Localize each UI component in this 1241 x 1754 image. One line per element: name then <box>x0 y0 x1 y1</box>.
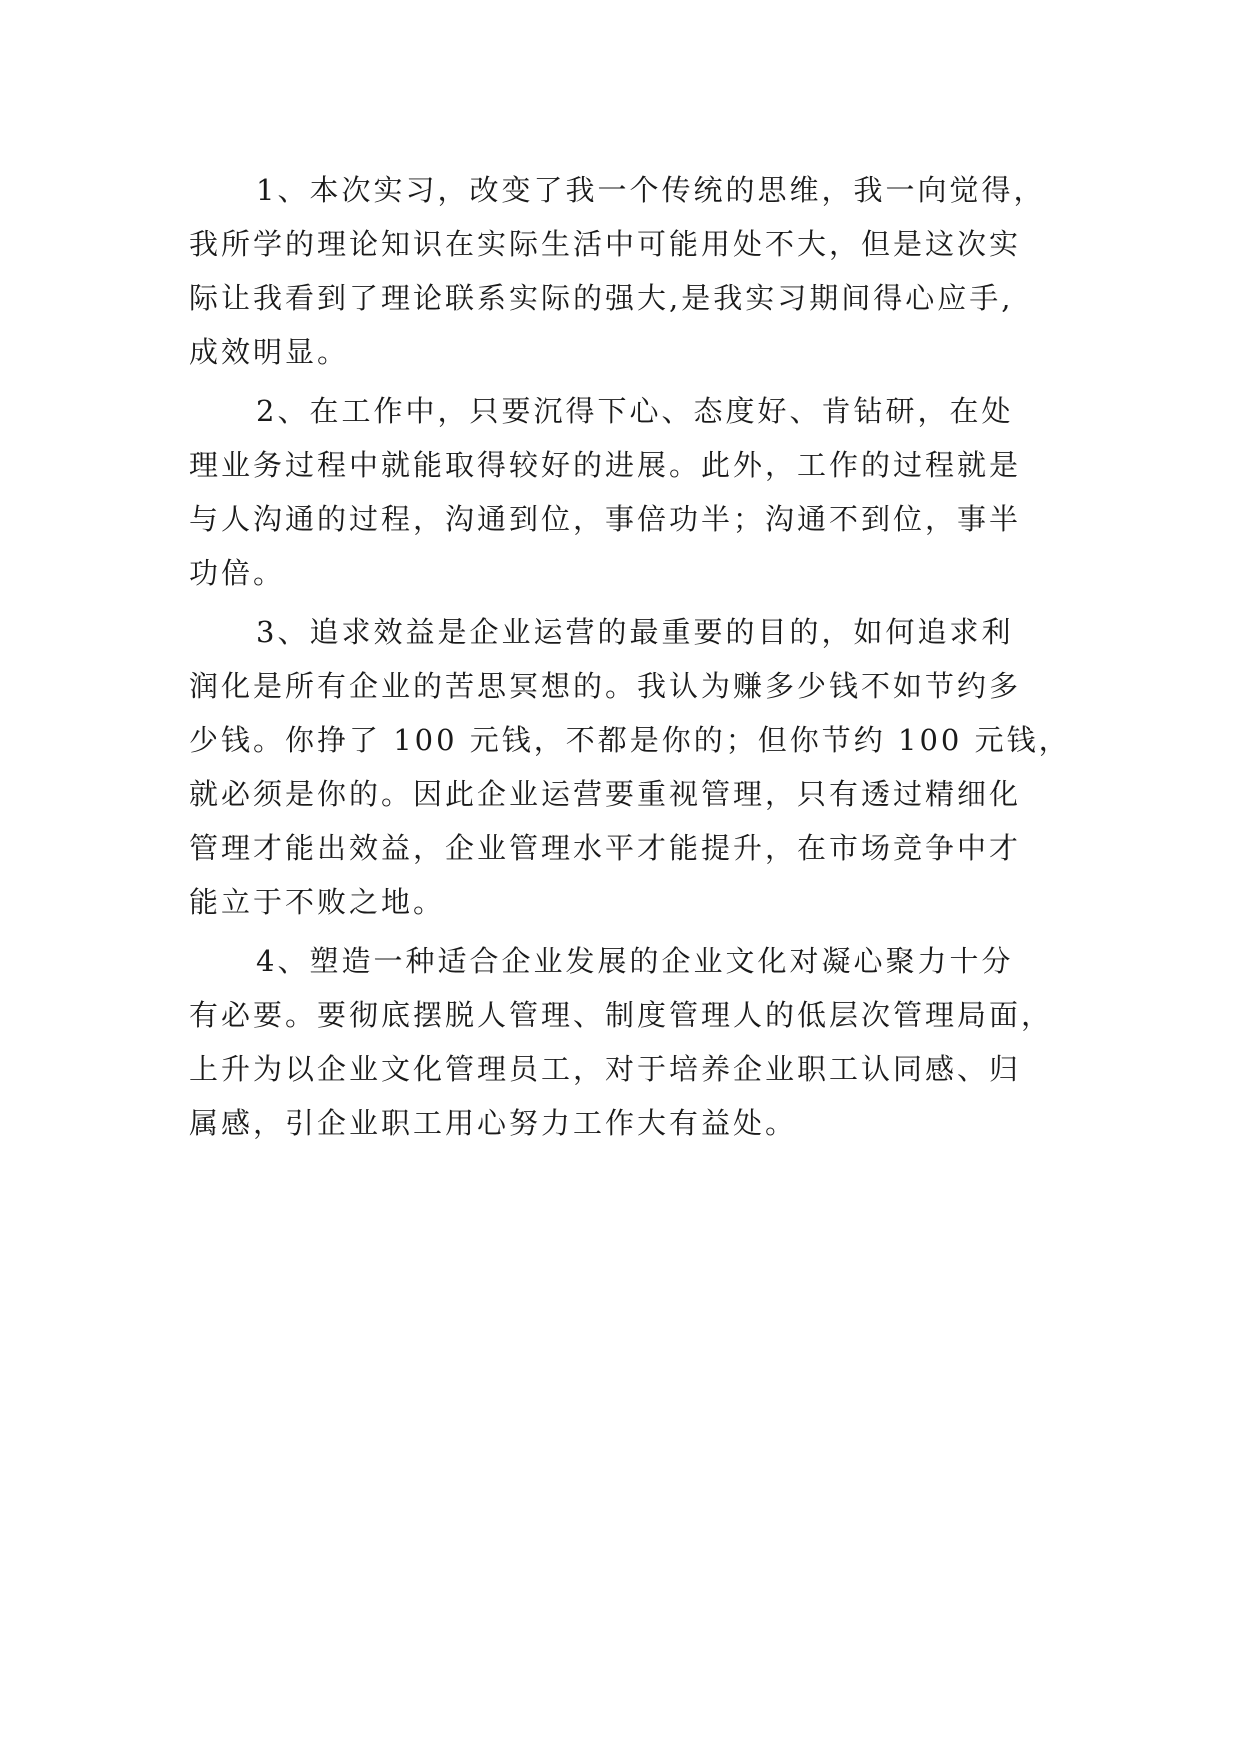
text-line: 成效明显。 <box>189 335 350 369</box>
text-line: 2、在工作中，只要沉得下心、态度好、肯钻研，在处 <box>256 394 1014 428</box>
text-line: 际让我看到了理论联系实际的强大,是我实习期间得心应手, <box>189 281 1014 315</box>
text-line: 能立于不败之地。 <box>189 885 446 919</box>
text-line: 1、本次实习，改变了我一个传统的思维，我一向觉得， <box>256 173 1046 207</box>
text-line: 3、追求效益是企业运营的最重要的目的，如何追求利 <box>256 615 1014 649</box>
text-line: 就必须是你的。因此企业运营要重视管理，只有透过精细化 <box>189 777 1022 811</box>
text-line: 理业务过程中就能取得较好的进展。此外，工作的过程就是 <box>189 448 1022 482</box>
paragraph-4 <box>189 934 1079 1150</box>
text-line: 功倍。 <box>189 556 286 590</box>
text-line: 4、塑造一种适合企业发展的企业文化对凝心聚力十分 <box>256 944 1014 978</box>
text-line: 与人沟通的过程，沟通到位，事倍功半；沟通不到位，事半 <box>189 502 1022 536</box>
text-line: 我所学的理论知识在实际生活中可能用处不大，但是这次实 <box>189 227 1022 261</box>
paragraph-1 <box>189 163 1079 379</box>
text-line: 有必要。要彻底摆脱人管理、制度管理人的低层次管理局面， <box>189 998 1054 1032</box>
paragraph-3 <box>189 605 1079 929</box>
text-line: 管理才能出效益，企业管理水平才能提升，在市场竞争中才 <box>189 831 1022 865</box>
text-line: 属感，引企业职工用心努力工作大有益处。 <box>189 1106 798 1140</box>
paragraph-2 <box>189 384 1079 600</box>
document-body <box>189 163 1079 1155</box>
text-line: 润化是所有企业的苦思冥想的。我认为赚多少钱不如节约多 <box>189 669 1022 703</box>
text-line: 少钱。你挣了 100 元钱，不都是你的；但你节约 100 元钱， <box>189 723 1071 757</box>
text-line: 上升为以企业文化管理员工，对于培养企业职工认同感、归 <box>189 1052 1022 1086</box>
